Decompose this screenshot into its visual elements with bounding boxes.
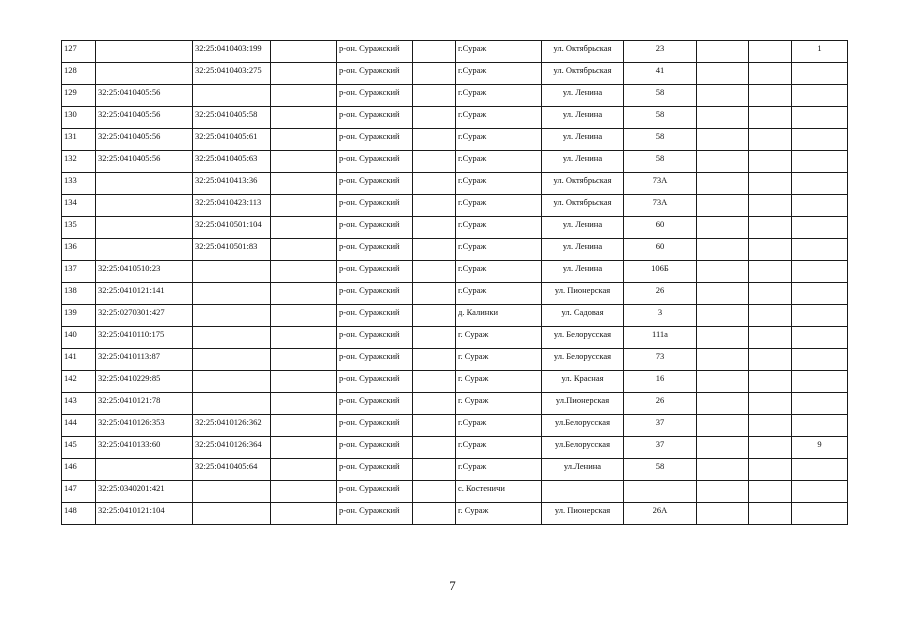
district-cell: р-он. Суражский <box>337 349 413 371</box>
empty-cell <box>413 327 456 349</box>
cadastral-number-cell <box>96 239 193 261</box>
empty-cell <box>413 173 456 195</box>
object-cadastral-number-cell <box>193 481 271 503</box>
empty-cell <box>413 129 456 151</box>
object-cadastral-number-cell <box>193 327 271 349</box>
street-cell: ул.Белорусская <box>542 415 624 437</box>
street-cell <box>542 481 624 503</box>
count-cell: 1 <box>792 41 848 63</box>
cadastral-number-cell <box>96 459 193 481</box>
count-cell <box>792 129 848 151</box>
empty-cell <box>413 393 456 415</box>
street-cell: ул. Пионерская <box>542 503 624 525</box>
empty-cell <box>697 415 749 437</box>
empty-cell <box>697 63 749 85</box>
empty-cell <box>749 173 792 195</box>
empty-cell <box>749 415 792 437</box>
empty-cell <box>749 261 792 283</box>
cadastral-number-cell: 32:25:0410133:60 <box>96 437 193 459</box>
object-cadastral-number-cell <box>193 283 271 305</box>
table-row <box>62 393 848 415</box>
empty-cell <box>749 481 792 503</box>
empty-cell <box>697 195 749 217</box>
object-cadastral-number-cell: 32:25:0410403:199 <box>193 41 271 63</box>
empty-cell <box>413 349 456 371</box>
locality-cell: г.Сураж <box>456 129 542 151</box>
district-cell: р-он. Суражский <box>337 173 413 195</box>
street-cell: ул. Ленина <box>542 129 624 151</box>
empty-cell <box>271 481 337 503</box>
empty-cell <box>697 437 749 459</box>
empty-cell <box>749 85 792 107</box>
locality-cell: г.Сураж <box>456 195 542 217</box>
empty-cell <box>413 437 456 459</box>
empty-cell <box>749 327 792 349</box>
house-number-cell: 16 <box>624 371 697 393</box>
empty-cell <box>697 261 749 283</box>
locality-cell: г.Сураж <box>456 459 542 481</box>
empty-cell <box>749 41 792 63</box>
empty-cell <box>271 173 337 195</box>
empty-cell <box>697 173 749 195</box>
empty-cell <box>697 503 749 525</box>
object-cadastral-number-cell <box>193 85 271 107</box>
cadastral-number-cell <box>96 217 193 239</box>
cadastral-number-cell: 32:25:0410405:56 <box>96 85 193 107</box>
count-cell <box>792 305 848 327</box>
district-cell: р-он. Суражский <box>337 415 413 437</box>
empty-cell <box>413 415 456 437</box>
locality-cell: г.Сураж <box>456 173 542 195</box>
row-number-cell: 131 <box>62 129 96 151</box>
empty-cell <box>413 217 456 239</box>
empty-cell <box>271 195 337 217</box>
cadastral-number-cell: 32:25:0340201:421 <box>96 481 193 503</box>
empty-cell <box>271 415 337 437</box>
empty-cell <box>749 151 792 173</box>
empty-cell <box>413 283 456 305</box>
count-cell <box>792 261 848 283</box>
street-cell: ул. Садовая <box>542 305 624 327</box>
empty-cell <box>271 371 337 393</box>
empty-cell <box>413 459 456 481</box>
empty-cell <box>413 239 456 261</box>
empty-cell <box>749 371 792 393</box>
empty-cell <box>697 459 749 481</box>
object-cadastral-number-cell: 32:25:0410126:364 <box>193 437 271 459</box>
row-number-cell: 146 <box>62 459 96 481</box>
street-cell: ул.Белорусская <box>542 437 624 459</box>
cadastral-number-cell: 32:25:0410121:104 <box>96 503 193 525</box>
table-row <box>62 415 848 437</box>
empty-cell <box>271 41 337 63</box>
count-cell <box>792 63 848 85</box>
locality-cell: г. Сураж <box>456 393 542 415</box>
cadastral-number-cell: 32:25:0410405:56 <box>96 151 193 173</box>
locality-cell: г.Сураж <box>456 107 542 129</box>
object-cadastral-number-cell <box>193 393 271 415</box>
empty-cell <box>413 151 456 173</box>
district-cell: р-он. Суражский <box>337 283 413 305</box>
table-row <box>62 151 848 173</box>
district-cell: р-он. Суражский <box>337 261 413 283</box>
empty-cell <box>271 217 337 239</box>
row-number-cell: 137 <box>62 261 96 283</box>
empty-cell <box>271 129 337 151</box>
row-number-cell: 129 <box>62 85 96 107</box>
cadastral-number-cell: 32:25:0410110:175 <box>96 327 193 349</box>
empty-cell <box>749 217 792 239</box>
empty-cell <box>697 41 749 63</box>
empty-cell <box>271 459 337 481</box>
count-cell <box>792 217 848 239</box>
district-cell: р-он. Суражский <box>337 503 413 525</box>
object-cadastral-number-cell: 32:25:0410413:36 <box>193 173 271 195</box>
table-row <box>62 217 848 239</box>
district-cell: р-он. Суражский <box>337 85 413 107</box>
cadastral-number-cell: 32:25:0270301:427 <box>96 305 193 327</box>
count-cell <box>792 459 848 481</box>
empty-cell <box>697 151 749 173</box>
locality-cell: г.Сураж <box>456 437 542 459</box>
empty-cell <box>697 305 749 327</box>
object-cadastral-number-cell <box>193 371 271 393</box>
object-cadastral-number-cell <box>193 349 271 371</box>
cadastral-number-cell: 32:25:0410510:23 <box>96 261 193 283</box>
empty-cell <box>271 305 337 327</box>
street-cell: ул. Октябрьская <box>542 173 624 195</box>
cadastral-number-cell: 32:25:0410405:56 <box>96 107 193 129</box>
table-row <box>62 305 848 327</box>
street-cell: ул. Белорусская <box>542 349 624 371</box>
object-cadastral-number-cell: 32:25:0410126:362 <box>193 415 271 437</box>
count-cell <box>792 195 848 217</box>
empty-cell <box>413 85 456 107</box>
street-cell: ул. Ленина <box>542 151 624 173</box>
empty-cell <box>271 503 337 525</box>
locality-cell: г.Сураж <box>456 261 542 283</box>
row-number-cell: 142 <box>62 371 96 393</box>
locality-cell: г. Сураж <box>456 349 542 371</box>
table-row <box>62 261 848 283</box>
empty-cell <box>749 195 792 217</box>
empty-cell <box>413 371 456 393</box>
count-cell <box>792 173 848 195</box>
district-cell: р-он. Суражский <box>337 327 413 349</box>
row-number-cell: 133 <box>62 173 96 195</box>
row-number-cell: 128 <box>62 63 96 85</box>
street-cell: ул. Пионерская <box>542 283 624 305</box>
count-cell <box>792 151 848 173</box>
street-cell: ул. Белорусская <box>542 327 624 349</box>
count-cell <box>792 393 848 415</box>
cadastral-number-cell: 32:25:0410405:56 <box>96 129 193 151</box>
locality-cell: г.Сураж <box>456 415 542 437</box>
locality-cell: г.Сураж <box>456 63 542 85</box>
cadastral-number-cell <box>96 195 193 217</box>
district-cell: р-он. Суражский <box>337 195 413 217</box>
object-cadastral-number-cell: 32:25:0410405:63 <box>193 151 271 173</box>
object-cadastral-number-cell: 32:25:0410501:83 <box>193 239 271 261</box>
empty-cell <box>697 327 749 349</box>
row-number-cell: 140 <box>62 327 96 349</box>
locality-cell: г.Сураж <box>456 151 542 173</box>
empty-cell <box>271 393 337 415</box>
cadastral-number-cell <box>96 41 193 63</box>
district-cell: р-он. Суражский <box>337 107 413 129</box>
cadastral-number-cell: 32:25:0410121:141 <box>96 283 193 305</box>
empty-cell <box>271 63 337 85</box>
count-cell <box>792 415 848 437</box>
house-number-cell: 37 <box>624 415 697 437</box>
table-row <box>62 503 848 525</box>
empty-cell <box>749 283 792 305</box>
table-row <box>62 437 848 459</box>
house-number-cell: 73 <box>624 349 697 371</box>
district-cell: р-он. Суражский <box>337 371 413 393</box>
empty-cell <box>413 261 456 283</box>
empty-cell <box>271 151 337 173</box>
empty-cell <box>697 107 749 129</box>
house-number-cell: 106Б <box>624 261 697 283</box>
empty-cell <box>697 371 749 393</box>
row-number-cell: 148 <box>62 503 96 525</box>
object-cadastral-number-cell: 32:25:0410405:58 <box>193 107 271 129</box>
district-cell: р-он. Суражский <box>337 239 413 261</box>
empty-cell <box>749 129 792 151</box>
row-number-cell: 141 <box>62 349 96 371</box>
empty-cell <box>271 85 337 107</box>
row-number-cell: 132 <box>62 151 96 173</box>
locality-cell: г. Сураж <box>456 503 542 525</box>
empty-cell <box>697 349 749 371</box>
row-number-cell: 127 <box>62 41 96 63</box>
row-number-cell: 139 <box>62 305 96 327</box>
count-cell <box>792 283 848 305</box>
row-number-cell: 144 <box>62 415 96 437</box>
row-number-cell: 147 <box>62 481 96 503</box>
house-number-cell: 73А <box>624 195 697 217</box>
house-number-cell: 60 <box>624 239 697 261</box>
cadastral-number-cell: 32:25:0410229:85 <box>96 371 193 393</box>
row-number-cell: 143 <box>62 393 96 415</box>
object-cadastral-number-cell: 32:25:0410405:61 <box>193 129 271 151</box>
empty-cell <box>697 217 749 239</box>
house-number-cell: 58 <box>624 107 697 129</box>
empty-cell <box>271 283 337 305</box>
street-cell: ул. Октябрьская <box>542 63 624 85</box>
street-cell: ул. Октябрьская <box>542 195 624 217</box>
count-cell <box>792 503 848 525</box>
district-cell: р-он. Суражский <box>337 393 413 415</box>
empty-cell <box>749 437 792 459</box>
locality-cell: с. Костеничи <box>456 481 542 503</box>
empty-cell <box>749 503 792 525</box>
empty-cell <box>697 129 749 151</box>
object-cadastral-number-cell: 32:25:0410423:113 <box>193 195 271 217</box>
empty-cell <box>413 63 456 85</box>
table-row <box>62 239 848 261</box>
object-cadastral-number-cell: 32:25:0410405:64 <box>193 459 271 481</box>
empty-cell <box>413 195 456 217</box>
count-cell <box>792 107 848 129</box>
cadastral-number-cell: 32:25:0410121:78 <box>96 393 193 415</box>
empty-cell <box>413 305 456 327</box>
object-cadastral-number-cell <box>193 305 271 327</box>
cadastral-number-cell: 32:25:0410113:87 <box>96 349 193 371</box>
locality-cell: г. Сураж <box>456 327 542 349</box>
house-number-cell: 58 <box>624 459 697 481</box>
empty-cell <box>749 239 792 261</box>
count-cell <box>792 327 848 349</box>
street-cell: ул. Ленина <box>542 261 624 283</box>
locality-cell: г.Сураж <box>456 239 542 261</box>
count-cell <box>792 371 848 393</box>
empty-cell <box>697 393 749 415</box>
cadastral-number-cell: 32:25:0410126:353 <box>96 415 193 437</box>
count-cell: 9 <box>792 437 848 459</box>
house-number-cell: 3 <box>624 305 697 327</box>
house-number-cell: 73А <box>624 173 697 195</box>
locality-cell: г.Сураж <box>456 41 542 63</box>
object-cadastral-number-cell <box>193 503 271 525</box>
count-cell <box>792 239 848 261</box>
row-number-cell: 134 <box>62 195 96 217</box>
empty-cell <box>749 349 792 371</box>
house-number-cell: 23 <box>624 41 697 63</box>
house-number-cell: 58 <box>624 85 697 107</box>
empty-cell <box>271 327 337 349</box>
table-row <box>62 195 848 217</box>
row-number-cell: 130 <box>62 107 96 129</box>
table-body <box>62 41 848 525</box>
table-row <box>62 459 848 481</box>
house-number-cell: 58 <box>624 129 697 151</box>
street-cell: ул. Ленина <box>542 107 624 129</box>
street-cell: ул. Ленина <box>542 217 624 239</box>
table-row <box>62 85 848 107</box>
table-row <box>62 107 848 129</box>
street-cell: ул. Красная <box>542 371 624 393</box>
empty-cell <box>271 437 337 459</box>
empty-cell <box>413 503 456 525</box>
empty-cell <box>697 481 749 503</box>
house-number-cell: 26 <box>624 283 697 305</box>
page-number: 7 <box>449 578 456 593</box>
table-row <box>62 129 848 151</box>
empty-cell <box>271 349 337 371</box>
table-row <box>62 327 848 349</box>
row-number-cell: 136 <box>62 239 96 261</box>
district-cell: р-он. Суражский <box>337 305 413 327</box>
district-cell: р-он. Суражский <box>337 459 413 481</box>
count-cell <box>792 349 848 371</box>
locality-cell: г.Сураж <box>456 217 542 239</box>
empty-cell <box>697 239 749 261</box>
object-cadastral-number-cell: 32:25:0410501:104 <box>193 217 271 239</box>
registry-table <box>61 40 848 525</box>
house-number-cell <box>624 481 697 503</box>
object-cadastral-number-cell <box>193 261 271 283</box>
row-number-cell: 138 <box>62 283 96 305</box>
row-number-cell: 135 <box>62 217 96 239</box>
locality-cell: г. Сураж <box>456 371 542 393</box>
street-cell: ул. Ленина <box>542 239 624 261</box>
empty-cell <box>697 85 749 107</box>
count-cell <box>792 481 848 503</box>
empty-cell <box>271 107 337 129</box>
empty-cell <box>749 459 792 481</box>
district-cell: р-он. Суражский <box>337 481 413 503</box>
object-cadastral-number-cell: 32:25:0410403:275 <box>193 63 271 85</box>
locality-cell: г.Сураж <box>456 85 542 107</box>
house-number-cell: 111а <box>624 327 697 349</box>
street-cell: ул.Пионерская <box>542 393 624 415</box>
empty-cell <box>413 107 456 129</box>
table-row <box>62 63 848 85</box>
count-cell <box>792 85 848 107</box>
row-number-cell: 145 <box>62 437 96 459</box>
table-row <box>62 173 848 195</box>
cadastral-number-cell <box>96 173 193 195</box>
table-row <box>62 481 848 503</box>
locality-cell: д. Калинки <box>456 305 542 327</box>
house-number-cell: 58 <box>624 151 697 173</box>
cadastral-number-cell <box>96 63 193 85</box>
empty-cell <box>749 305 792 327</box>
table-row <box>62 371 848 393</box>
empty-cell <box>413 41 456 63</box>
district-cell: р-он. Суражский <box>337 63 413 85</box>
table-row <box>62 41 848 63</box>
empty-cell <box>749 63 792 85</box>
street-cell: ул. Ленина <box>542 85 624 107</box>
empty-cell <box>271 239 337 261</box>
house-number-cell: 60 <box>624 217 697 239</box>
house-number-cell: 37 <box>624 437 697 459</box>
district-cell: р-он. Суражский <box>337 217 413 239</box>
district-cell: р-он. Суражский <box>337 129 413 151</box>
district-cell: р-он. Суражский <box>337 151 413 173</box>
house-number-cell: 26 <box>624 393 697 415</box>
empty-cell <box>271 261 337 283</box>
table-row <box>62 283 848 305</box>
table-row <box>62 349 848 371</box>
street-cell: ул. Октябрьская <box>542 41 624 63</box>
district-cell: р-он. Суражский <box>337 41 413 63</box>
empty-cell <box>413 481 456 503</box>
house-number-cell: 41 <box>624 63 697 85</box>
street-cell: ул.Ленина <box>542 459 624 481</box>
empty-cell <box>749 107 792 129</box>
empty-cell <box>749 393 792 415</box>
district-cell: р-он. Суражский <box>337 437 413 459</box>
empty-cell <box>697 283 749 305</box>
house-number-cell: 26А <box>624 503 697 525</box>
locality-cell: г.Сураж <box>456 283 542 305</box>
